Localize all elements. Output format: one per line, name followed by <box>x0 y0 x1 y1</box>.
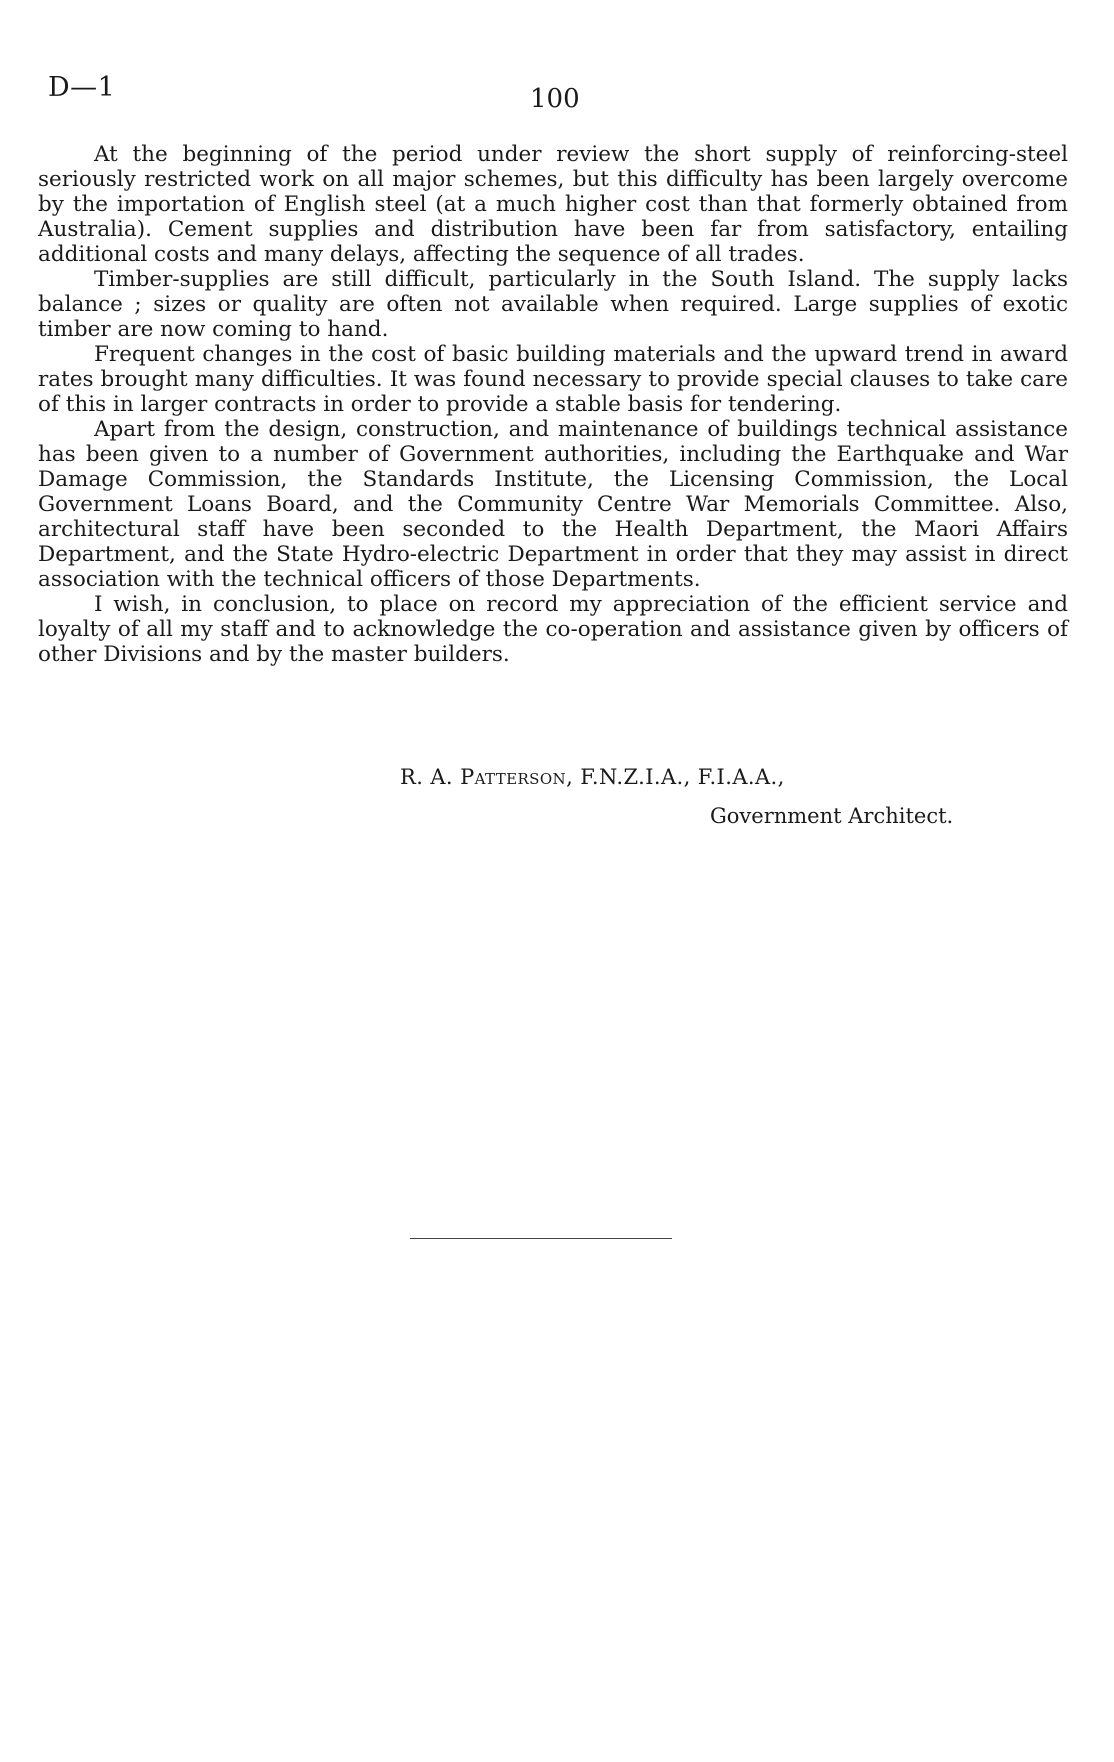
signatory-title: Government Architect. <box>710 804 954 828</box>
paragraph-cost-changes: Frequent changes in the cost of basic building materials and the upward trend in award rates brought many difficulties. It was found necessary to provide special clauses to take care of this in larger contracts in order to provide a stable basis for tendering. <box>38 342 1068 417</box>
document-reference: D—1 <box>48 72 116 103</box>
paragraph-timber-supplies: Timber-supplies are still difficult, particularly in the South Island. The supply lacks balance ; sizes or quality are often not available when required. Large supplies of exotic timber are now coming to hand. <box>38 267 1068 342</box>
paragraph-reinforcing-steel: At the beginning of the period under review the short supply of reinforcing-steel seriously restricted work on all major schemes, but this difficulty has been largely overcome by the importation of English steel (at a much higher cost than that formerly obtained from Australia). Cement supplies and distribution have been far from satisfactory, entailing additional costs and many delays, affecting the sequence of all trades. <box>38 142 1068 267</box>
signatory-surname: Patterson <box>460 765 567 789</box>
paragraph-technical-assistance: Apart from the design, construction, and maintenance of buildings technical assistance has been given to a number of Government authorities, including the Earthquake and War Damage Commission, the Standards Institute, the Licensing Commission, the Local Government Loans Board, and the Community Centre War Memorials Committee. Also, architectural staff have been seconded to the Health Department, the Maori Affairs Department, and the State Hydro-electric Department in order that they may assist in direct association with the technical officers of those Departments. <box>38 417 1068 592</box>
signatory-initials: R. A. <box>400 765 454 789</box>
report-body <box>38 142 1068 667</box>
page-number: 100 <box>530 84 580 114</box>
signatory-qualifications: , F.N.Z.I.A., F.I.A.A., <box>566 765 785 789</box>
section-divider <box>410 1238 672 1239</box>
paragraph-conclusion: I wish, in conclusion, to place on record my appreciation of the efficient service and loyalty of all my staff and to acknowledge the co-operation and assistance given by officers of other Divisions and by the master builders. <box>38 592 1068 667</box>
signature-line <box>400 765 785 789</box>
